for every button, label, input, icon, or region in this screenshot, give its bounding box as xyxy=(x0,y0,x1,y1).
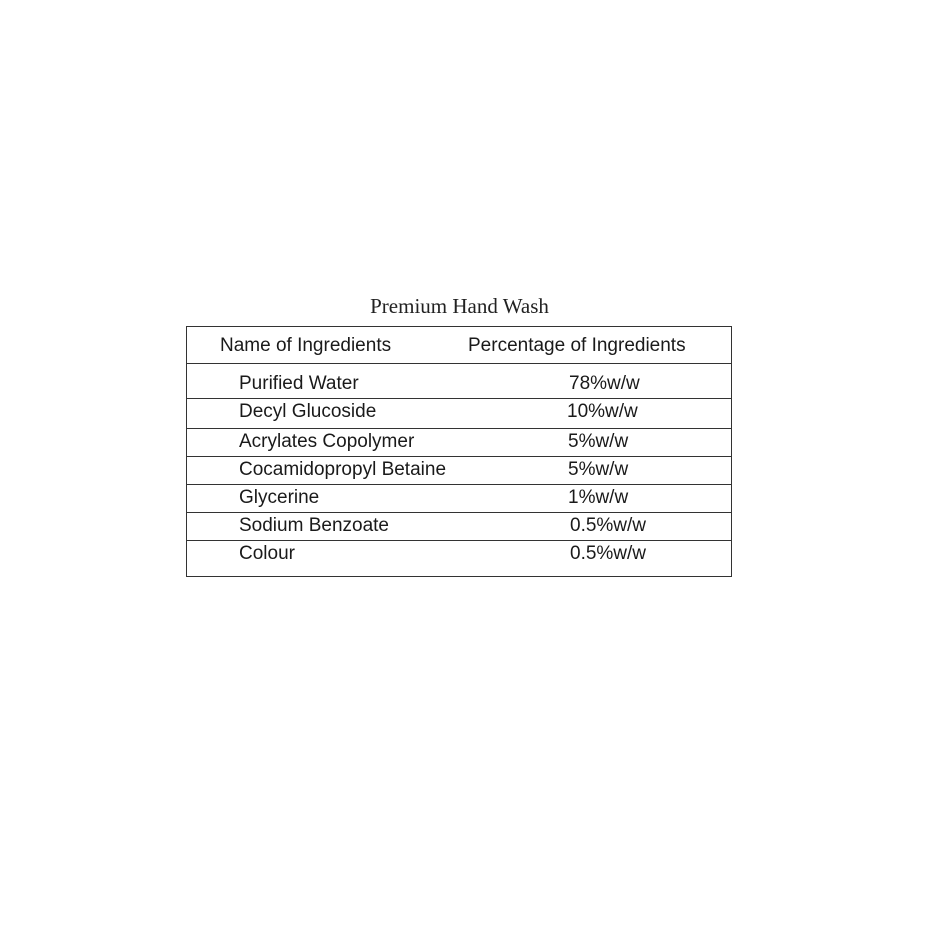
ingredient-name: Acrylates Copolymer xyxy=(239,431,415,452)
table-row xyxy=(187,370,731,398)
ingredient-name: Sodium Benzoate xyxy=(239,515,389,536)
ingredient-name: Cocamidopropyl Betaine xyxy=(239,459,447,480)
ingredient-name: Decyl Glucoside xyxy=(239,401,377,422)
ingredient-percentage: 5%w/w xyxy=(568,459,629,480)
ingredient-percentage: 1%w/w xyxy=(568,487,629,508)
table-row xyxy=(187,398,731,426)
ingredient-percentage: 10%w/w xyxy=(567,401,638,422)
table-row xyxy=(187,428,731,456)
ingredient-percentage: 0.5%w/w xyxy=(570,515,647,536)
table-row xyxy=(187,484,731,512)
ingredient-name: Purified Water xyxy=(239,373,359,394)
header-ingredient-name: Name of Ingredients xyxy=(220,335,392,356)
document-title: Premium Hand Wash xyxy=(370,294,549,318)
ingredient-name: Colour xyxy=(239,543,295,564)
table-header-row xyxy=(187,327,731,364)
ingredient-percentage: 5%w/w xyxy=(568,431,629,452)
ingredients-table xyxy=(186,326,732,577)
ingredient-percentage: 0.5%w/w xyxy=(570,543,647,564)
ingredient-name: Glycerine xyxy=(239,487,320,508)
table-row xyxy=(187,540,731,568)
header-ingredient-percentage: Percentage of Ingredients xyxy=(468,335,686,356)
table-row xyxy=(187,512,731,540)
ingredient-percentage: 78%w/w xyxy=(569,373,640,394)
table-row xyxy=(187,456,731,484)
